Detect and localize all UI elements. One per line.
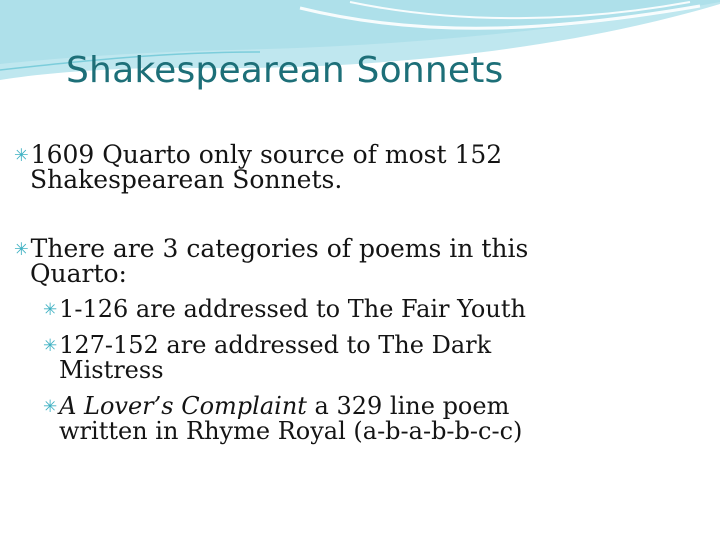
sub-bullet-text-line1: a 329 line poem <box>306 392 510 420</box>
bullet-item-continuation <box>30 261 127 286</box>
sub-bullet-text-line2: written in Rhyme Royal (a-b-a-b-b-c-c) <box>59 417 523 445</box>
bullet-text-line2: Quarto: <box>30 259 127 288</box>
bullet-text-line2: Shakespearean Sonnets. <box>30 165 343 194</box>
sub-bullet-text-line1: 127-152 are addressed to The Dark <box>59 331 492 359</box>
swirl-bullet-icon: ✳ <box>43 396 58 416</box>
sub-bullet-item-continuation <box>59 419 522 444</box>
sub-bullet-item <box>43 394 509 419</box>
slide-title: Shakespearean Sonnets <box>66 50 504 91</box>
bullet-text-line1: 1609 Quarto only source of most 152 <box>30 140 503 169</box>
bullet-text-line1: There are 3 categories of poems in this <box>30 234 529 263</box>
sub-bullet-text-line1: 1-126 are addressed to The Fair Youth <box>59 295 526 323</box>
bullet-item-continuation <box>30 167 342 192</box>
swirl-bullet-icon: ✳ <box>14 146 29 166</box>
sub-bullet-item <box>43 297 526 322</box>
swirl-bullet-icon: ✳ <box>43 335 58 355</box>
swirl-bullet-icon: ✳ <box>43 299 58 319</box>
poem-title-italic: A Lover’s Complaint <box>59 392 307 420</box>
sub-bullet-item-continuation <box>59 358 164 383</box>
swirl-bullet-icon: ✳ <box>14 240 29 260</box>
sub-bullet-text-line2: Mistress <box>59 356 164 384</box>
sub-bullet-item <box>43 333 491 358</box>
